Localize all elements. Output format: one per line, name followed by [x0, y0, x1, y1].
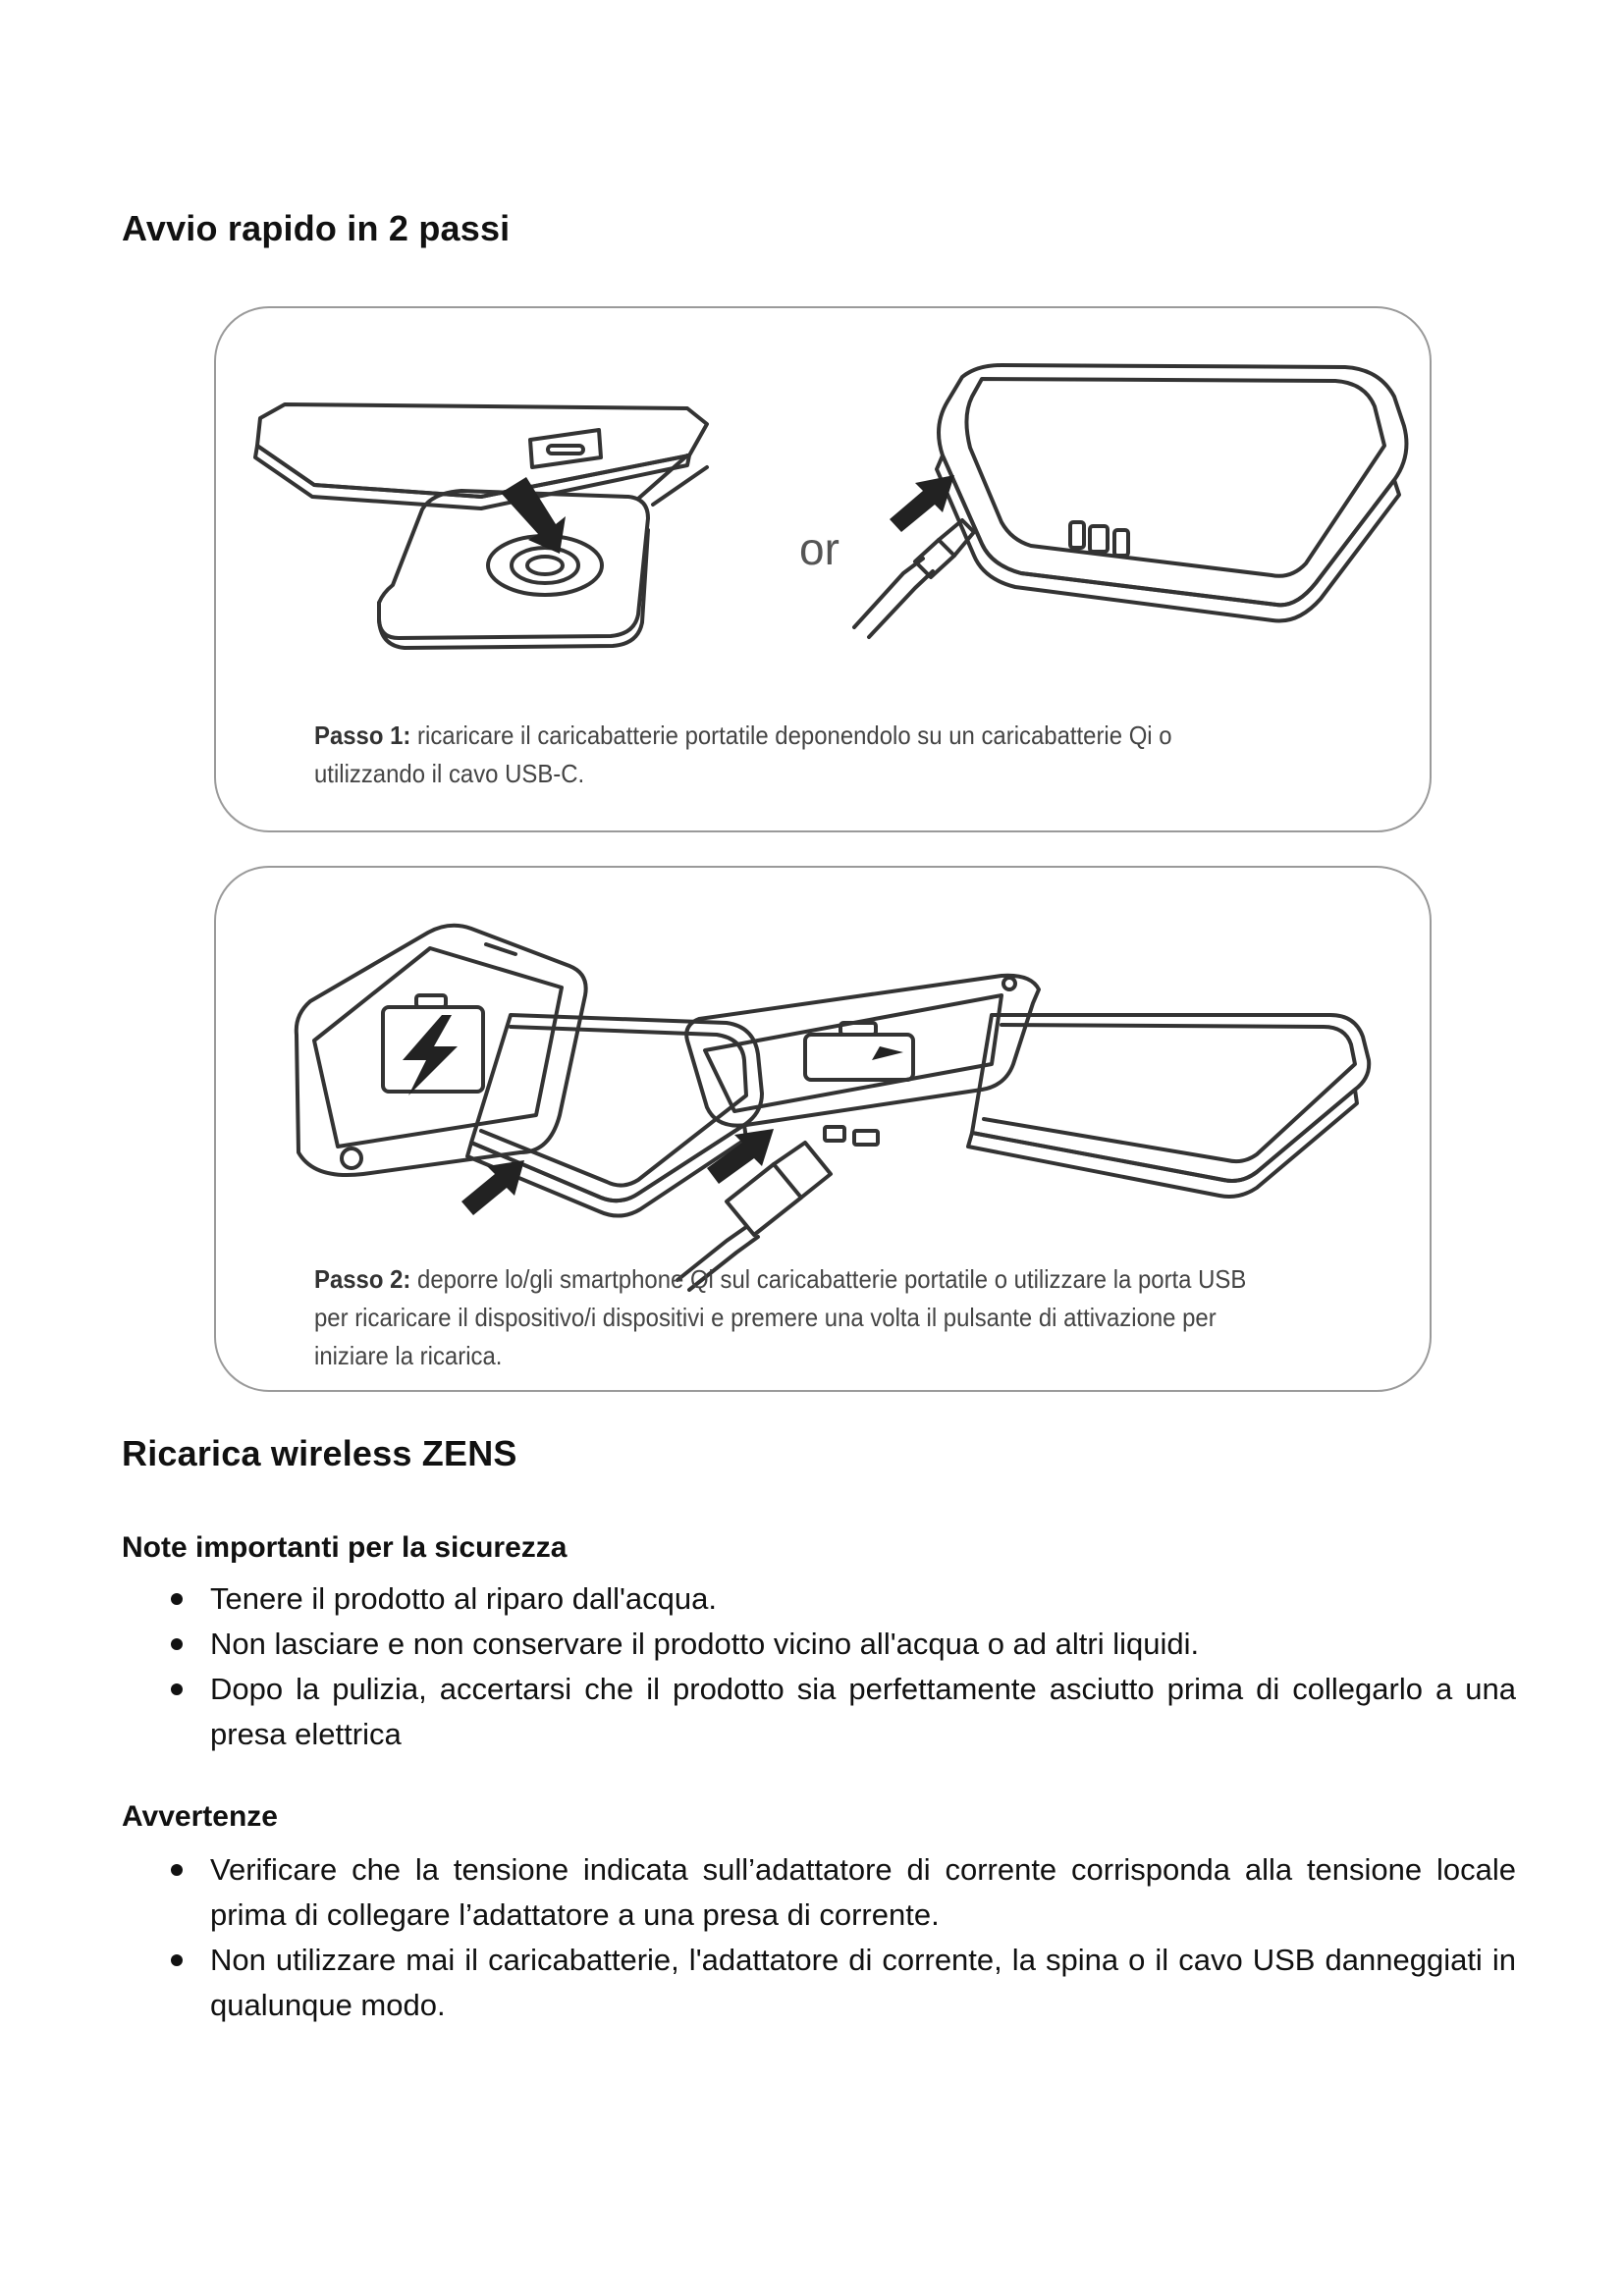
step2-label: Passo 2: — [314, 1264, 411, 1294]
bullet-icon — [171, 1593, 183, 1605]
step1-panel — [214, 306, 1432, 832]
list-item: Non lasciare e non conservare il prodotto vicino all'acqua o ad altri liquidi. — [122, 1622, 1516, 1667]
warnings-heading: Avvertenze — [122, 1800, 278, 1833]
step2-panel — [214, 866, 1432, 1392]
usb-port-icon — [530, 430, 601, 467]
step1-label: Passo 1: — [314, 721, 411, 750]
bullet-icon — [171, 1864, 183, 1876]
powerbank-left-outline — [257, 404, 707, 497]
page-title: Avvio rapido in 2 passi — [122, 208, 511, 248]
camera-dot — [1003, 978, 1015, 989]
safety-heading: Note importanti per la sicurezza — [122, 1531, 568, 1564]
lightning-icon — [403, 1015, 458, 1095]
bullet-icon — [171, 1638, 183, 1650]
home-button — [342, 1148, 361, 1168]
or-label: or — [799, 523, 839, 574]
warnings-list — [122, 1847, 1516, 2028]
list-item: Verificare che la tensione indicata sull’adattatore di corrente corrisponda alla tensione locale prima di collegare l’adattatore a una presa di corrente. — [122, 1847, 1516, 1938]
step1-description — [314, 717, 1172, 793]
battery-icon-right — [805, 1035, 913, 1080]
step2-text-line2: per ricaricare il dispositivo/i dispositivi e premere una volta il pulsante di attivazione per — [314, 1303, 1217, 1332]
list-item: Dopo la pulizia, accertarsi che il prodotto sia perfettamente asciutto prima di collegarlo a una presa elettrica — [122, 1667, 1516, 1757]
list-item: Tenere il prodotto al riparo dall'acqua. — [122, 1576, 1516, 1622]
safety-list — [122, 1576, 1516, 1757]
powerbank-right-outline — [972, 1015, 1369, 1181]
section-title: Ricarica wireless ZENS — [122, 1433, 517, 1473]
step2-text-line1: deporre lo/gli smartphone Qi sul caricabatterie portatile o utilizzare la porta USB — [417, 1264, 1247, 1294]
list-item: Non utilizzare mai il caricabatterie, l'adattatore di corrente, la spina o il cavo USB danneggiati in qualunque modo. — [122, 1938, 1516, 2028]
step1-text-line1: ricaricare il caricabatterie portatile deponendolo su un caricabatterie Qi o — [417, 721, 1172, 750]
arrow-right-icon — [890, 475, 954, 532]
bullet-icon — [171, 1683, 183, 1695]
bullet-icon — [171, 1954, 183, 1966]
step2-description — [314, 1260, 1246, 1375]
arrow-icon — [461, 1160, 524, 1215]
step2-text-line3: iniziare la ricarica. — [314, 1341, 503, 1370]
step1-text-line2: utilizzando il cavo USB-C. — [314, 759, 585, 788]
